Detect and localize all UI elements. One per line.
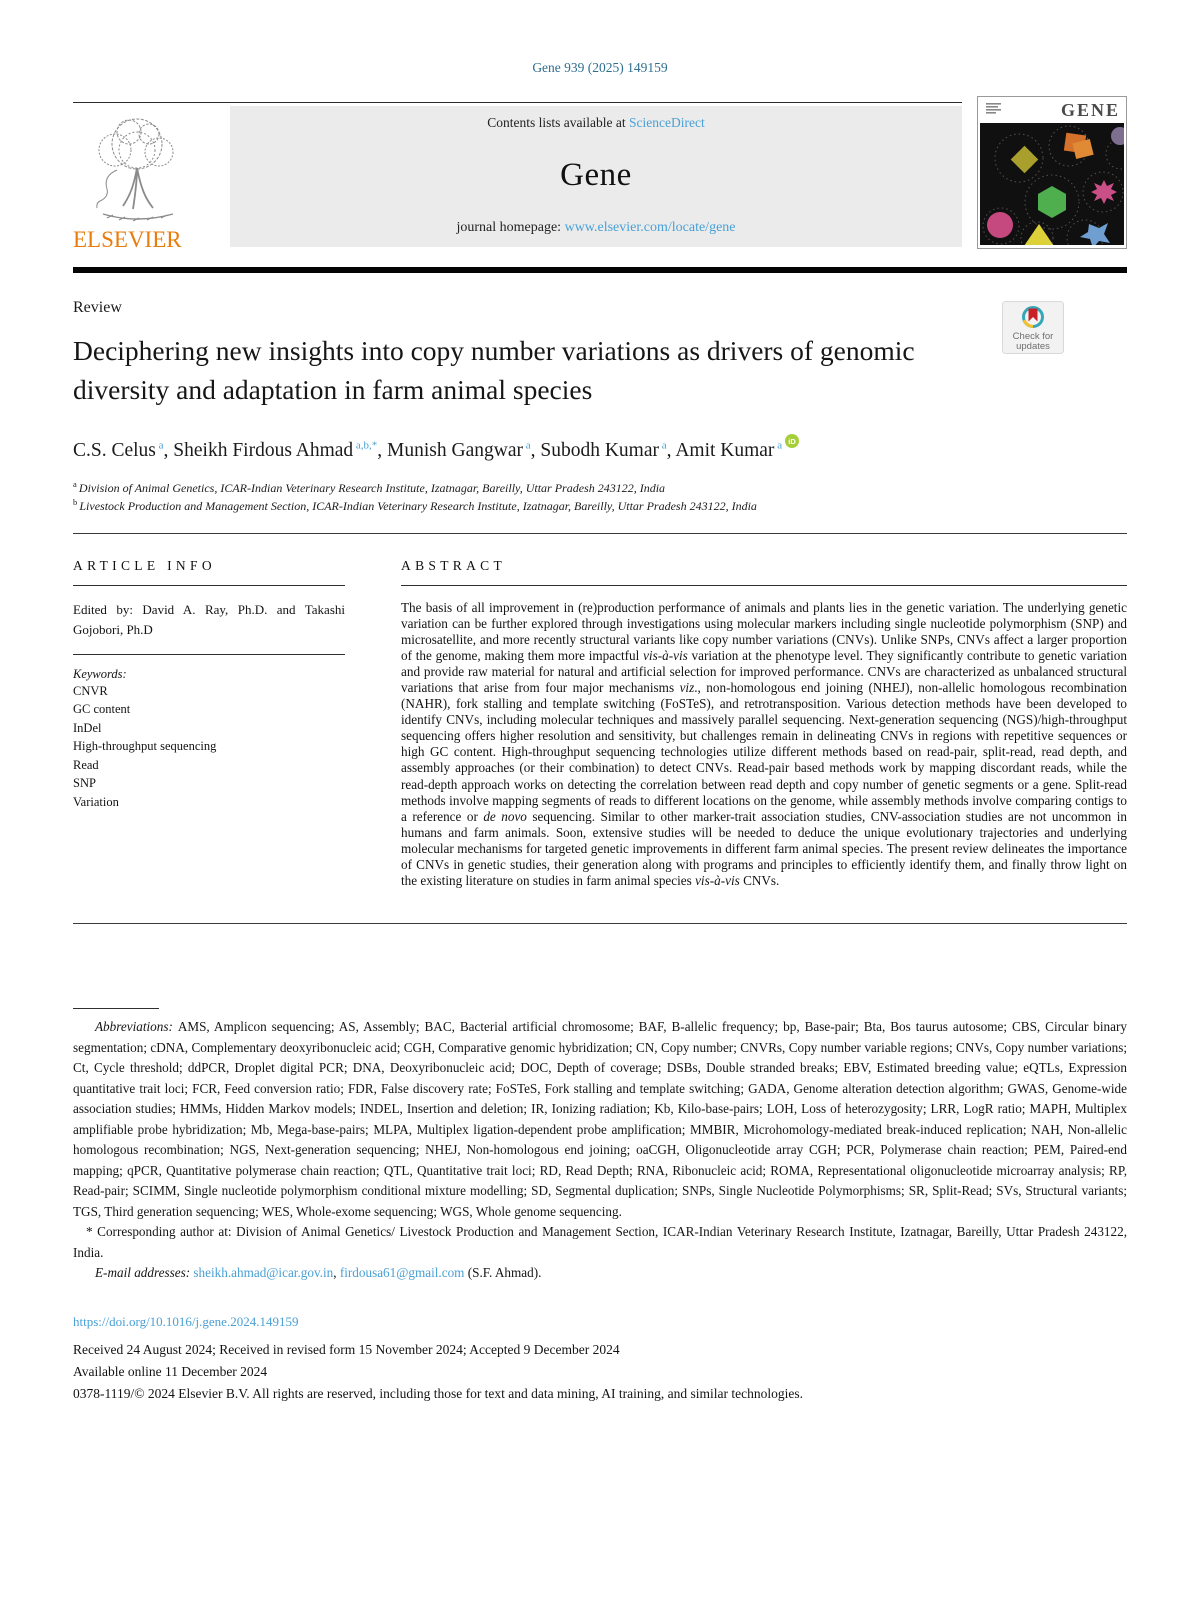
article-title: Deciphering new insights into copy number variations as drivers of genomic diversity and adaptation in farm animal species: [73, 335, 915, 405]
footnotes-block: [73, 1008, 1127, 1284]
text-segment: Livestock Production and Management Section, ICAR-Indian Veterinary Research Institute, Izatnagar, Bareilly, Uttar Pradesh 243122, India: [79, 499, 757, 513]
inline-link[interactable]: sheikh.ahmad@icar.gov.in: [193, 1265, 334, 1281]
inline-link[interactable]: a: [155, 439, 164, 451]
available-online-line: Available online 11 December 2024: [73, 1363, 268, 1379]
text-segment: Abbreviations:: [95, 1019, 178, 1035]
text-segment: CNVs.: [739, 873, 780, 889]
text-segment: Division of Animal Genetics, ICAR-Indian Veterinary Research Institute, Izatnagar, Bareilly, Uttar Pradesh 243122, India: [78, 480, 666, 495]
journal-banner: [230, 106, 962, 247]
authors-names: [73, 440, 782, 461]
inline-link[interactable]: a: [659, 439, 667, 451]
keywords-list: [73, 682, 345, 812]
text-segment: a: [73, 478, 79, 489]
text-segment: * Corresponding author at: Division of Animal Genetics/ Livestock Production and Management Section, ICAR-Indian Veterinary Research Institute, Izatnagar, Bareilly, Uttar Pradesh 243122, India.: [73, 1224, 1127, 1260]
journal-homepage-line: [230, 220, 962, 236]
affiliations-block: [73, 479, 1127, 516]
keyword-item: Variation: [73, 794, 119, 809]
text-segment: sequencing. Similar to other marker-trait association studies, CNV-association studies are not uncommon in humans and farm animals. Soon, extensive studies will be needed to deduce the unique evolutionary trajectories and underlying molecular mechanisms for targeted genetic improvements in different farm animal species. The present review delineates the importance of CNVs in genetic studies, their generation along with programs and principles to efficiently identify them, and finally throw light on the existing literature on studies in farm animal species: [401, 808, 1127, 889]
badge-text-line2: updates: [1016, 341, 1050, 352]
keyword-item: CNVR: [73, 683, 108, 698]
copyright-line: 0378-1119/© 2024 Elsevier B.V. All rights are reserved, including those for text and data mining, AI training, and similar technologies.: [73, 1385, 803, 1401]
abbreviations-text: [73, 1017, 1127, 1222]
contents-lists-line: [230, 115, 962, 131]
cover-masthead-text: GENE: [1060, 100, 1120, 120]
text-segment: viz: [679, 679, 695, 695]
keyword-item: GC content: [73, 702, 131, 716]
keywords-rule: [73, 654, 345, 655]
check-for-updates-badge[interactable]: [1002, 301, 1064, 359]
orcid-icon[interactable]: [785, 432, 799, 454]
journal-cover-thumbnail: [977, 96, 1127, 254]
text-segment: de novo: [483, 808, 527, 824]
elsevier-wordmark: [73, 227, 203, 253]
journal-header-band: [73, 102, 1127, 273]
article-type-label: Review: [73, 299, 122, 316]
text-segment: variation at the phenotype level. They significantly contribute to genetic variation and provide raw material for natural and artificial selection for improved performance. CNVs are characterized as unbalanced structural variations that arise from four major mechanisms: [401, 647, 1127, 695]
keyword-item: High-throughput sequencing: [73, 739, 217, 753]
text-segment: ., non-homologous end joining (NHEJ), non-allelic homologous recombination (NAHR), fork stalling and template switching (FoSTeS), and retrotransposition. Various detection methods have been developed to identify CNVs, including molecular techniques and massively parallel sequencing. Next-generation sequencing (NGS)/high-throughput sequencing offers higher resolution and sensitivity, but challenges remain in delineating CNVs in regions with repetitive sequences or high GC content. High-throughput sequencing technologies utilize different methods based on read-pair, split-read, read depth, and assembly approaches (or their combination) to detect CNVs. Read-pair based methods work by mapping discordant reads, while the read-depth approach works on detecting the correlation between read depth and copy number of genetic segments or a gene. Split-read methods involve mapping segments of reads to different locations on the genome, while assembly methods involve comparing contigs to a reference or: [401, 679, 1128, 824]
text-segment: The basis of all improvement in (re)production performance of animals and plants lies in the genetic variation. The underlying genetic variation can be further explored through investigations using molecular markers including single nucleotide polymorphism (SNP) and microsatellite, and more recently structural variants like copy number variations (CNVs). Unlike SNPs, CNVs affect a larger proportion of the genome, making them more impactful: [401, 599, 1127, 663]
received-dates-line: Received 24 August 2024; Received in revised form 15 November 2024; Accepted 9 December 2024: [73, 1341, 620, 1357]
abstract-text: [401, 600, 1127, 890]
abstract-heading: ABSTRACT: [401, 557, 507, 573]
edited-by-text: Edited by: David A. Ray, Ph.D. and Takashi Gojobori, Ph.D: [73, 601, 345, 637]
text-segment: , Munish Gangwar: [377, 439, 523, 461]
text-segment: E-mail addresses:: [95, 1265, 194, 1281]
article-info-heading: ARTICLE INFO: [73, 557, 216, 573]
text-segment: C.S. Celus: [73, 439, 156, 461]
text-segment: ,: [333, 1265, 340, 1281]
publisher-logo: [73, 106, 230, 258]
keyword-item: Read: [73, 757, 99, 772]
inline-link[interactable]: a: [774, 439, 783, 451]
cover-magenta-star: [1091, 180, 1117, 204]
footnote-divider: [73, 1008, 159, 1009]
elsevier-wordmark-text: ELSEVIER: [73, 227, 182, 252]
corresponding-author-note: [73, 1222, 1127, 1263]
info-abstract-section: [73, 533, 1127, 925]
text-segment: vis-à-vis: [643, 647, 688, 663]
email-addresses-line: [73, 1263, 1127, 1284]
inline-link[interactable]: a: [522, 439, 531, 451]
inline-link[interactable]: a,b,*: [353, 439, 378, 451]
inline-link[interactable]: www.elsevier.com/locate/gene: [564, 220, 736, 235]
text-segment: , Amit Kumar: [666, 439, 775, 461]
article-info-column: [73, 558, 345, 890]
doi-link[interactable]: https://doi.org/10.1016/j.gene.2024.149159: [73, 1313, 299, 1329]
keyword-item: SNP: [73, 776, 96, 790]
svg-text:iD: iD: [788, 437, 796, 446]
affiliation-b: [73, 497, 1127, 516]
text-segment: Contents lists available at: [487, 115, 629, 130]
text-segment: AMS, Amplicon sequencing; AS, Assembly; BAC, Bacterial artificial chromosome; BAF, B-allelic frequency; bp, Base-pair; Bta, Bos taurus autosome; CBS, Circular binary segmentation; cDNA, Complementary deoxyribonucleic acid; CGH, Comparative genomic hybridization; CN, Copy number; CNVRs, Copy number variable regions; CNVs, Copy number variations; Ct, Cycle threshold; ddPCR, Droplet digital PCR; DNA, Deoxyribonucleic acid; DOC, Depth of coverage; DSBs, Double stranded breaks; EBV, Estimated breeding value; eQTLs, Expression quantitative trait loci; FCR, Feed conversion ratio; FDR, False discovery rate; FoSTeS, Fork stalling and template switching; GADA, Genome alteration detection algorithm; GWAS, Genome-wide association studies; HMMs, Hidden Markov models; INDEL, Insertion and deletion; IR, Ionizing radiation; Kb, Kilo-base-pairs; LOH, Loss of heterozygosity; LRR, LogR ratio; MAPH, Multiplex amplifiable probe hybridization; Mb, Mega-base-pairs; MLPA, Multiplex ligation-dependent probe amplification; MMBIR, Microhomology-mediated break-induced replication; NAH, Non-allelic homologous recombination; NGS, Next-generation sequencing; NHEJ, Non-homologous end joining; oaCGH, Oligonucleotide array CGH; PCR, Polymerase chain reaction; PEM, Paired-end mapping; qPCR, Quantitative polymerase chain reaction; QTL, Quantitative trait loci; RD, Read Depth; RNA, Ribonucleic acid; ROMA, Representational oligonucleotide microarray analysis; RP, Read-pair; SCIMM, Single nucleotide polymorphism conditional mixture modelling; SD, Segmental duplication; SNPs, Single Nucleotide Polymorphisms; SR, Split-Read; SVs, Structural variants; TGS, Third generation sequencing; WES, Whole-exome sequencing; WGS, Whole genome sequencing.: [73, 1019, 1127, 1219]
text-segment: , Subodh Kumar: [530, 439, 659, 461]
text-segment: vis-à-vis: [695, 873, 740, 889]
article-info-rule: [73, 585, 345, 586]
header-thick-rule: [73, 267, 1127, 273]
footer-block: [73, 1314, 1127, 1405]
elsevier-tree-icon: [73, 110, 203, 222]
text-segment: (S.F. Ahmad).: [464, 1265, 542, 1281]
cover-pink-circle: [987, 212, 1013, 238]
abstract-rule: [401, 585, 1127, 586]
abstract-column: [401, 558, 1127, 890]
text-segment: , Sheikh Firdous Ahmad: [163, 439, 354, 461]
text-segment: b: [73, 497, 80, 507]
affiliation-a: [73, 479, 1127, 498]
keyword-item: InDel: [73, 720, 102, 735]
badge-text-line1: Check for: [1012, 331, 1054, 342]
inline-link[interactable]: firdousa61@gmail.com: [339, 1265, 465, 1281]
text-segment: journal homepage:: [456, 220, 565, 235]
page-citation-link[interactable]: Gene 939 (2025) 149159: [532, 60, 668, 75]
authors-line: [73, 432, 1127, 462]
keywords-label: Keywords:: [73, 666, 127, 681]
inline-link[interactable]: ScienceDirect: [629, 115, 705, 130]
journal-title: Gene: [560, 157, 632, 193]
